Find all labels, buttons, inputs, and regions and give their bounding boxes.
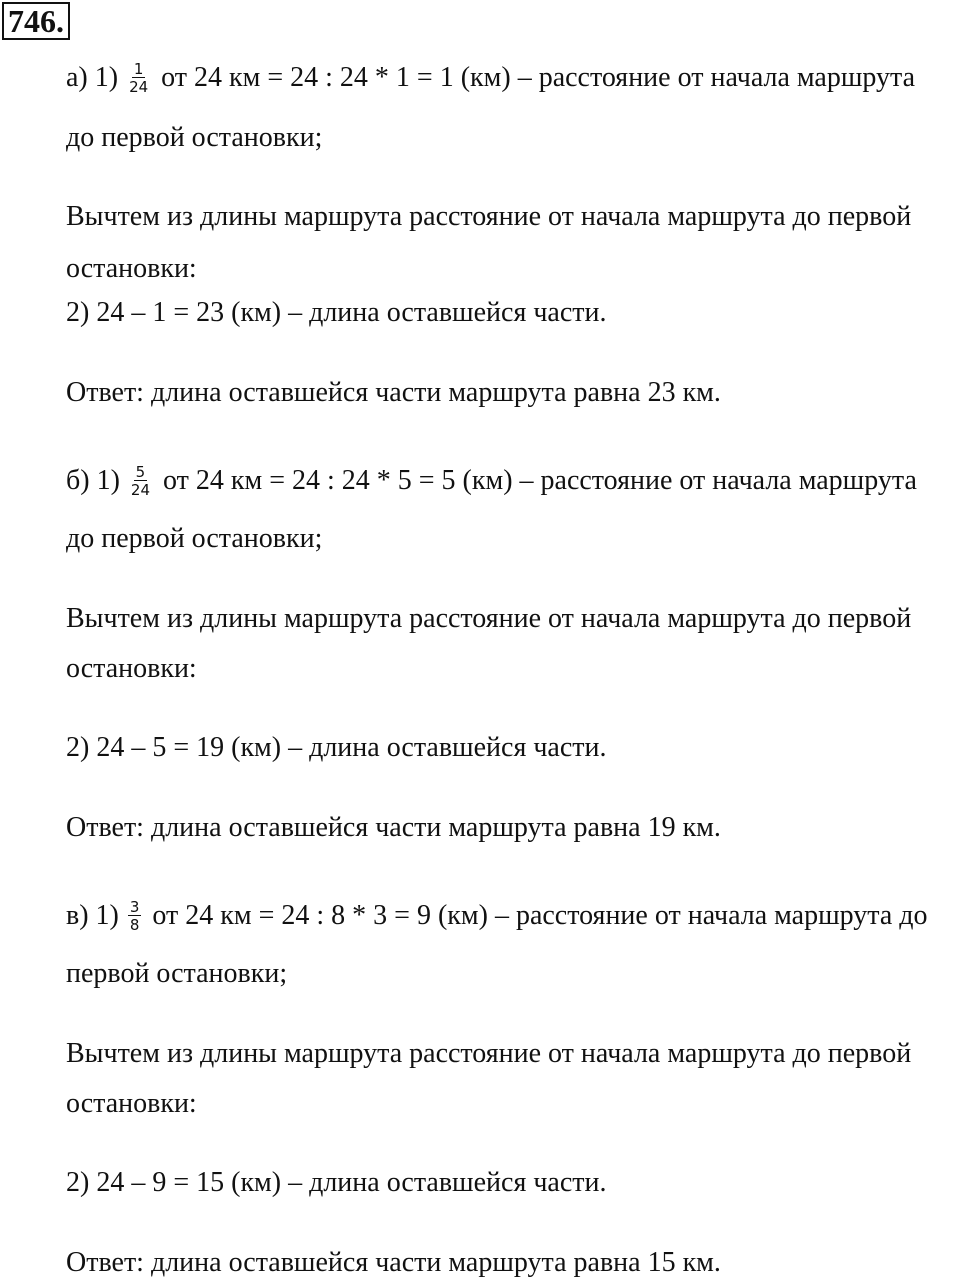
part-c-step1-rest: от 24 км = 24 : 8 * 3 = 9 (км) – расстояние от начала маршрута до <box>152 900 928 931</box>
part-b-step1 <box>66 462 917 500</box>
part-c-fraction-denominator: 8 <box>129 915 140 934</box>
part-b-step1-continuation: до первой остановки; <box>66 523 323 554</box>
part-a-fraction <box>127 61 150 95</box>
part-a-step1-rest: от 24 км = 24 : 24 * 1 = 1 (км) – расстояние от начала маршрута <box>161 62 916 93</box>
part-a-fraction-denominator: 24 <box>129 77 149 96</box>
part-a-answer: Ответ: длина оставшейся части маршрута равна 23 км. <box>66 377 721 408</box>
part-c-answer: Ответ: длина оставшейся части маршрута равна 15 км. <box>66 1247 721 1278</box>
part-c-subtract-line2: остановки: <box>66 1088 197 1119</box>
part-b-fraction <box>129 464 152 498</box>
part-b-fraction-numerator: 5 <box>135 462 146 481</box>
part-a-step1-prefix: а) 1) <box>66 62 119 93</box>
part-a-step1 <box>66 59 916 97</box>
part-b-step2: 2) 24 – 5 = 19 (км) – длина оставшейся части. <box>66 732 607 763</box>
part-b-fraction-denominator: 24 <box>130 480 150 499</box>
part-a-fraction-numerator: 1 <box>133 59 144 78</box>
part-c-fraction <box>128 899 142 933</box>
part-a-step2: 2) 24 – 1 = 23 (км) – длина оставшейся части. <box>66 297 607 328</box>
part-b-step1-rest: от 24 км = 24 : 24 * 5 = 5 (км) – расстояние от начала маршрута <box>163 465 917 496</box>
problem-number: 746. <box>2 2 70 40</box>
part-b-step1-prefix: б) 1) <box>66 465 120 496</box>
part-a-subtract-line1: Вычтем из длины маршрута расстояние от начала маршрута до первой <box>66 201 912 232</box>
part-c-step1 <box>66 897 928 935</box>
part-a-step1-continuation: до первой остановки; <box>66 122 323 153</box>
part-a-subtract-line2: остановки: <box>66 253 197 284</box>
part-c-step1-prefix: в) 1) <box>66 900 119 931</box>
part-c-fraction-numerator: 3 <box>129 897 140 916</box>
part-b-answer: Ответ: длина оставшейся части маршрута равна 19 км. <box>66 812 721 843</box>
part-c-step2: 2) 24 – 9 = 15 (км) – длина оставшейся части. <box>66 1167 607 1198</box>
part-b-subtract-line2: остановки: <box>66 653 197 684</box>
part-b-subtract-line1: Вычтем из длины маршрута расстояние от начала маршрута до первой <box>66 603 912 634</box>
part-c-subtract-line1: Вычтем из длины маршрута расстояние от начала маршрута до первой <box>66 1038 912 1069</box>
part-c-step1-continuation: первой остановки; <box>66 958 288 989</box>
